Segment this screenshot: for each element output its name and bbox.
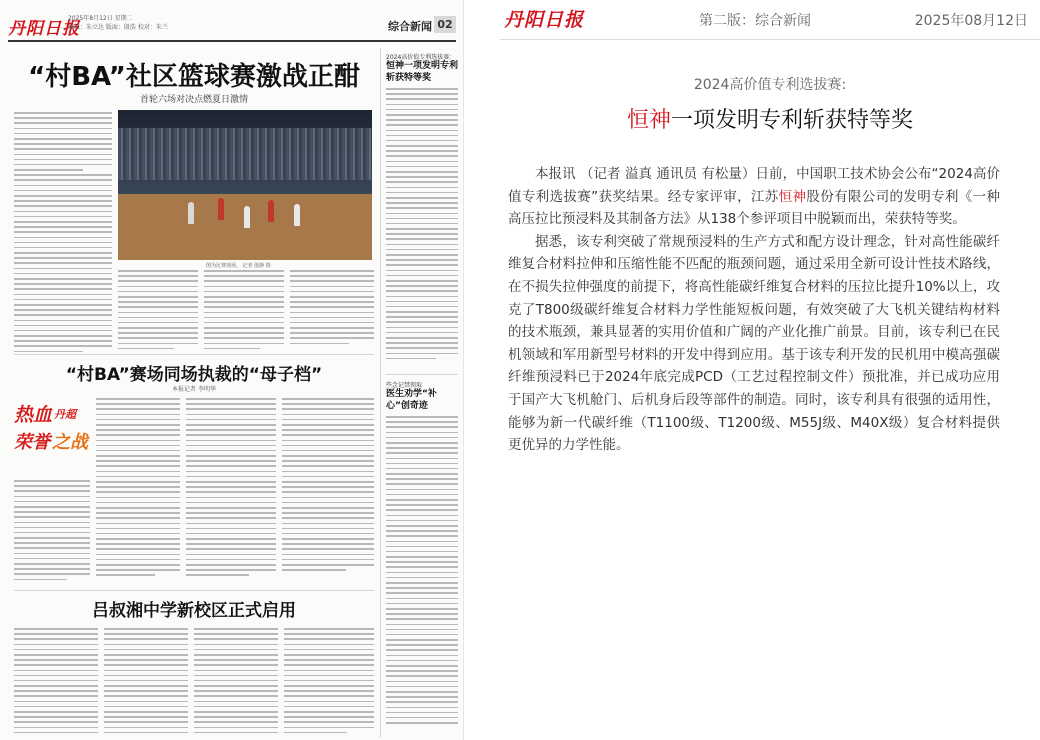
article-text-block[interactable]	[284, 628, 374, 736]
article-subhead-basketball: 首轮六场对决点燃夏日激情	[139, 95, 248, 105]
paper-page-number: 02	[434, 16, 456, 33]
paper-logo: 丹阳日报	[8, 19, 80, 39]
paper-header	[8, 10, 456, 42]
article-text-block[interactable]	[14, 112, 112, 360]
title-highlight: 恒神	[626, 108, 671, 133]
article-body	[508, 163, 1000, 457]
company-highlight: 恒神	[778, 188, 807, 205]
paper-editor-line: 编辑：朱立达 版面：殷浩 校对：朱兰	[68, 24, 168, 31]
article-text-block[interactable]	[282, 398, 374, 585]
newspaper-page-image[interactable]	[0, 0, 464, 740]
reader-logo[interactable]: 丹阳日报	[504, 9, 585, 31]
article-text-block[interactable]	[204, 270, 284, 354]
issue-date: 2025年08月12日	[914, 13, 1028, 29]
article-paragraph: 据悉，该专利突破了常规预浸料的生产方式和配方设计理念，针对高性能碳纤维复合材料拉伸和压缩性能不匹配的瓶颈问题，通过采用全新可设计性技术路线，在不损失拉伸强度的前提下，将高性能碳纤维复合材料的压拉比提升10%以上，攻克了T800级碳纤维复合材料力学性能短板问题，有效突破了大飞机关键结构材料的技术瓶颈，兼具显著的实用价值和广阔的产业化推广前景。目前，该专利已在民机领域和军用新型号材料的开发中得到应用。基于该专利开发的民机用中模高强碳纤维预浸料已于2024年底完成PCD（工艺过程控制文件）预批准，并已成功应用于国产大飞机舱门、后机身后段等部件的制造。同时，该专利具有很强的适用性，能够为新一代碳纤维（T1100级、T1200级、M55J级、M40X级）复合材料提供更优异的力学性能。	[508, 233, 1000, 454]
article-title	[500, 103, 1040, 134]
article-headline-school[interactable]: 吕叔湘中学新校区正式启用	[92, 601, 296, 621]
title-text: 一项发明专利斩获特等奖	[671, 108, 914, 133]
article-text-block[interactable]	[96, 398, 180, 585]
article-byline-referees: 本报记者 李明华	[172, 386, 216, 393]
side-article-headline-doctor[interactable]: 医生劝学“补心”创奇迹	[386, 389, 437, 411]
article-headline-basketball[interactable]: “村BA”社区篮球赛激战正酣	[28, 62, 360, 92]
side-article-kicker: 2024高价值专利选拔赛：	[386, 54, 456, 61]
article-text-block[interactable]	[290, 270, 374, 354]
event-logo-image: 热血 丹超 荣誉 之战	[14, 404, 88, 453]
article-pretitle: 2024高价值专利选拔赛:	[693, 77, 847, 93]
article-text-block[interactable]	[386, 416, 458, 736]
reader-header	[500, 0, 1040, 40]
side-article-headline-patent[interactable]: 恒神一项发明专利斩获特等奖	[386, 61, 459, 83]
article-paragraph: 本报讯 （记者 溢真 通讯员 有松量）日前，中国职工技术协会公布“2024高价值专利选拔赛”获奖结果。经专家评审，江苏恒神股份有限公司的发明专利《一种高压拉比预浸料及其制备方法》从138个参评项目中脱颖而出，荣获特等奖。	[508, 166, 1001, 228]
paper-meta	[68, 14, 168, 32]
edition-label: 第二版：综合新闻	[699, 13, 811, 29]
article-text-block[interactable]	[194, 628, 278, 736]
side-article-kicker: 些念记禁领取	[386, 382, 423, 389]
article-headline-referees[interactable]: “村BA”赛场同场执裁的“母子档”	[65, 365, 323, 385]
article-text-block[interactable]	[186, 398, 276, 585]
paper-section-name: 综合新闻	[388, 20, 432, 33]
article-text-block[interactable]	[104, 628, 188, 736]
article-text-block[interactable]	[14, 628, 98, 736]
article-text-block[interactable]	[14, 480, 90, 585]
photo-caption: 图为比赛现场。 记者 殷静 摄	[206, 263, 271, 269]
article-text-block[interactable]	[118, 270, 198, 354]
article-text-block[interactable]	[386, 88, 458, 370]
basketball-photo[interactable]	[118, 110, 372, 260]
article-reader-pane	[500, 0, 1040, 740]
paper-date-line: 2025年8月12日 星期二	[68, 15, 133, 22]
